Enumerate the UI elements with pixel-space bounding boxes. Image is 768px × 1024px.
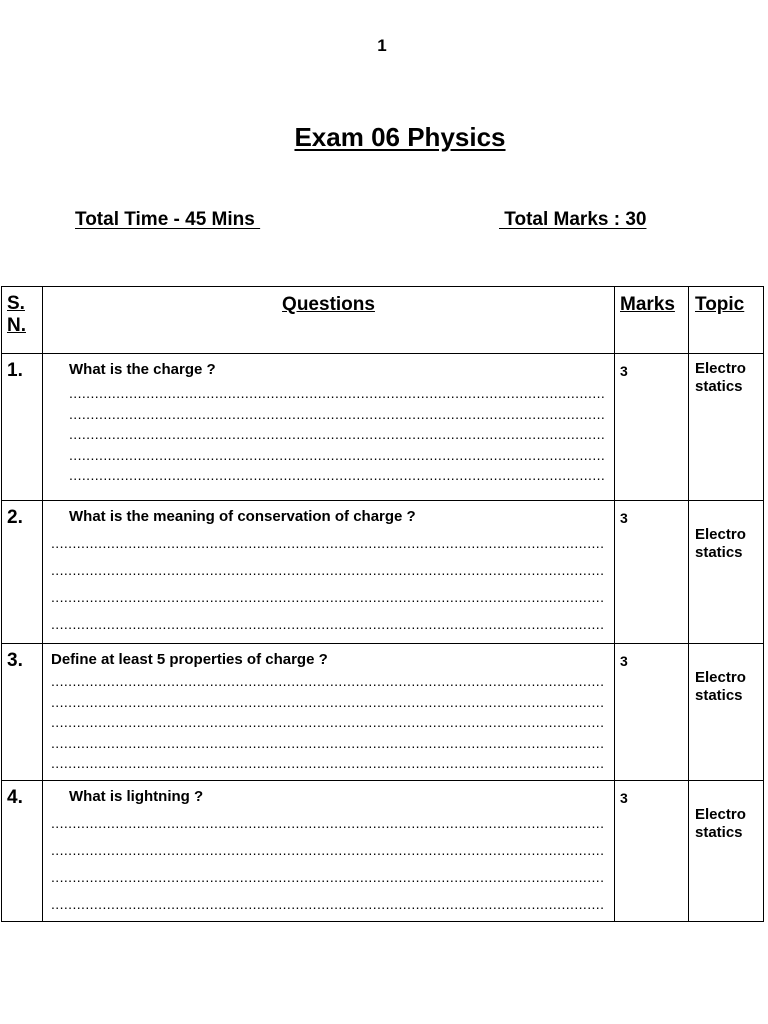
exam-table (1, 286, 764, 922)
question-cell (43, 781, 615, 922)
answer-lines[interactable] (51, 810, 604, 918)
answer-line (69, 445, 604, 466)
topic-cell (689, 501, 764, 644)
header-marks: Marks (615, 287, 689, 354)
answer-lines[interactable] (51, 530, 604, 638)
header-sn (2, 287, 43, 354)
answer-line (51, 692, 604, 713)
row-number: 1. (2, 354, 43, 501)
answer-line (51, 891, 604, 918)
topic-line2: statics (695, 824, 743, 841)
page-number: 1 (377, 36, 387, 55)
answer-line (69, 383, 604, 404)
answer-line (51, 671, 604, 692)
answer-line (51, 530, 604, 557)
topic-line2: statics (695, 687, 743, 704)
topic-line2: statics (695, 378, 743, 395)
question-cell (43, 354, 615, 501)
table-row (2, 501, 764, 644)
answer-line (51, 557, 604, 584)
topic-line2: statics (695, 544, 743, 561)
row-number: 2. (2, 501, 43, 644)
answer-lines[interactable] (69, 383, 604, 486)
answer-line (51, 712, 604, 733)
answer-line (69, 424, 604, 445)
answer-line (51, 837, 604, 864)
topic-cell (689, 781, 764, 922)
question-text: What is lightning ? (69, 788, 204, 805)
page-title: Exam 06 Physics (294, 122, 506, 152)
marks-cell: 3 (615, 501, 689, 644)
total-marks: Total Marks : 30 (499, 209, 647, 230)
answer-lines[interactable] (51, 671, 604, 774)
table-row (2, 354, 764, 501)
question-text: Define at least 5 properties of charge ? (51, 651, 328, 668)
topic-line1: Electro (695, 526, 746, 543)
answer-line (69, 465, 604, 486)
answer-line (51, 733, 604, 754)
answer-line (51, 611, 604, 638)
topic-line1: Electro (695, 806, 746, 823)
row-number: 3. (2, 644, 43, 781)
table-row (2, 644, 764, 781)
question-text: What is the meaning of conservation of charge ? (69, 508, 416, 525)
answer-line (51, 810, 604, 837)
answer-line (51, 864, 604, 891)
table-header-row (2, 287, 764, 354)
topic-cell (689, 354, 764, 501)
question-cell (43, 501, 615, 644)
header-topic: Topic (689, 287, 764, 354)
header-sn-line1: S. (7, 293, 25, 314)
question-text: What is the charge ? (69, 361, 216, 378)
header-questions: Questions (43, 287, 615, 354)
answer-line (69, 404, 604, 425)
marks-cell: 3 (615, 644, 689, 781)
topic-cell (689, 644, 764, 781)
marks-cell: 3 (615, 354, 689, 501)
answer-line (51, 753, 604, 774)
topic-line1: Electro (695, 669, 746, 686)
table-row (2, 781, 764, 922)
header-sn-line2: N. (7, 315, 26, 336)
marks-cell: 3 (615, 781, 689, 922)
topic-line1: Electro (695, 360, 746, 377)
answer-line (51, 584, 604, 611)
question-cell (43, 644, 615, 781)
total-time: Total Time - 45 Mins (75, 209, 261, 230)
row-number: 4. (2, 781, 43, 922)
